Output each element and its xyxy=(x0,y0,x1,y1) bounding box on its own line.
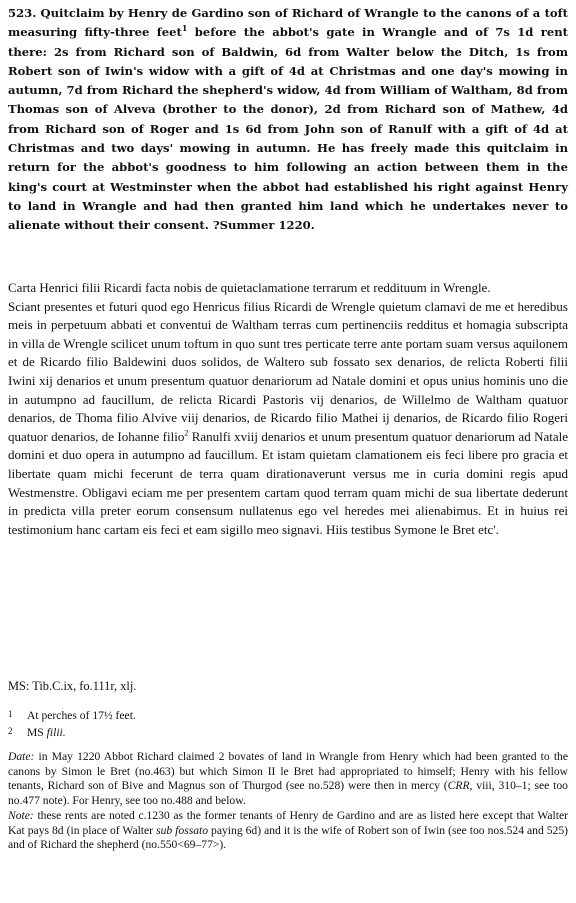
date-note xyxy=(8,750,568,809)
note-label: Note: xyxy=(8,808,34,822)
date-text-cont: , viii, 310–1; see too no.477 note). For Henry, see too no.488 and below. xyxy=(8,779,568,808)
rent-note xyxy=(8,809,568,853)
summary-text-2: before the abbot's gate in Wrangle and of 7s 1d rent there: 2s from Richard son of Baldwin, 6d from Walter below the Ditch, 1s from Robert son of Iwin's widow with a gift of 4d at Christmas and one day's mowing in autumn, 7d from Richard the shepherd's widow, 4d from William of Waltham, 8d from Thomas son of Alveva (brother to the donor), 2d from Richard son of Mathew, 4d from Richard son of Roger and 1s 6d from John son of Ranulf with a gift of 4d at Christmas and two days' mowing in autumn. He has freely made this quitclaim in return for the abbot's goodness to him following an action between them in the king's court at Westminster when the abbot had established his right against Henry to land in Wrangle and had then granted him land which he undertakes never to alienate without their consent. ?Summer 1220. xyxy=(8,25,568,233)
entry-number: 523. xyxy=(8,6,37,20)
entry-summary xyxy=(8,4,568,236)
footnote-2 xyxy=(8,724,568,741)
editorial-commentary xyxy=(8,750,568,853)
date-label: Date: xyxy=(8,750,35,763)
note-text: these rents are noted c.1230 as the former tenants of Henry de Gardino and are as listed here except that Walter Kat pays 8d (in place of Walter xyxy=(8,808,568,837)
summary-text-1: Quitclaim by Henry de Gardino son of Richard of Wrangle to the canons of a toft measuring fifty-three feet xyxy=(8,6,569,40)
footnote-number: 1 xyxy=(8,709,13,719)
latin-body xyxy=(8,298,568,540)
latin-charter xyxy=(8,279,568,539)
footnote-ref-2: 2 xyxy=(184,428,189,438)
sub-fossato: sub fossato xyxy=(156,823,209,837)
latin-body-part-1: Sciant presentes et futuri quod ego Henricus filius Ricardi de Wrengle quietum clamavi de me et heredibus meis in perpetuum abbati et conventui de Waltham terras cum pertinenciis redditus et homagia subscripta in villa de Wrengle scilicet unum toftum in quo sunt tres perticate terre ante portam suam versus aquilonem et de Ricardo filio Baldewini duos solidos, de Waltero sub fossato sex denarios, de relicta Roberti filii Iwini xij denarios et unum presentum quatuor denariorum ad Natale domini et opus unius hominis uno die in autumpno ad faucillum, de relicta Ricardi Pastoris vij denarios, de Willelmo de Waltham quatuor denarios, de Thoma filio Alvive viij denarios, de Ricardo filio Mathei ij denarios, de Ricardo filio Rogeri quatuor denarios, de Iohanne filio xyxy=(8,298,568,444)
footnote-text: MS xyxy=(27,725,47,739)
manuscript-reference: MS: Tib.C.ix, fo.111r, xlj. xyxy=(8,679,137,693)
note-text-cont: paying 6d) and it is the wife of Robert son of Iwin (see too nos.524 and 525) and of Richard the shepherd (no.550<69–77>). xyxy=(8,823,569,852)
latin-heading: Carta Henrici filii Ricardi facta nobis de quietaclamatione terrarum et reddituum in Wrengle. xyxy=(8,280,491,295)
footnote-1 xyxy=(8,707,568,724)
footnotes xyxy=(8,707,568,740)
footnote-text: At perches of 17½ feet. xyxy=(27,709,136,722)
date-text: in May 1220 Abbot Richard claimed 2 bovates of land in Wrangle from Henry which had been granted to the canons by Simon le Bret (no.463) but which Simon II le Bret had appropriated to himself; Henry with his fellow tenants, Richard son of Bive and Magnus son of Thurgod (see no.528) were then in mercy ( xyxy=(8,750,568,793)
crr-citation: CRR xyxy=(447,779,470,793)
footnote-number: 2 xyxy=(8,725,13,736)
latin-body-part-2: Ranulfi xviij denarios et unum presentum quatuor denariorum ad Natale domini et duo opera in autumpno ad faucillum. Et istam quietam clamationem eis feci libere pro gracia et libertate quam michi fecerunt de terra quam dirationaverunt versus me in curia domini regis apud Westmenstre. Obligavi eciam me per presentem cartam quod terram quam michi de sua libertate dederunt in predicta villa preter eorum consensum nullatenus ego vel heredes mei alienabimus. Et in huius rei testimonium hanc cartam eis feci et eam sigillo meo signavi. Hiis testibus Symone le Bret etc'. xyxy=(8,428,569,537)
footnote-italic-text: filii. xyxy=(46,725,66,739)
footnote-ref-1: 1 xyxy=(181,23,188,34)
